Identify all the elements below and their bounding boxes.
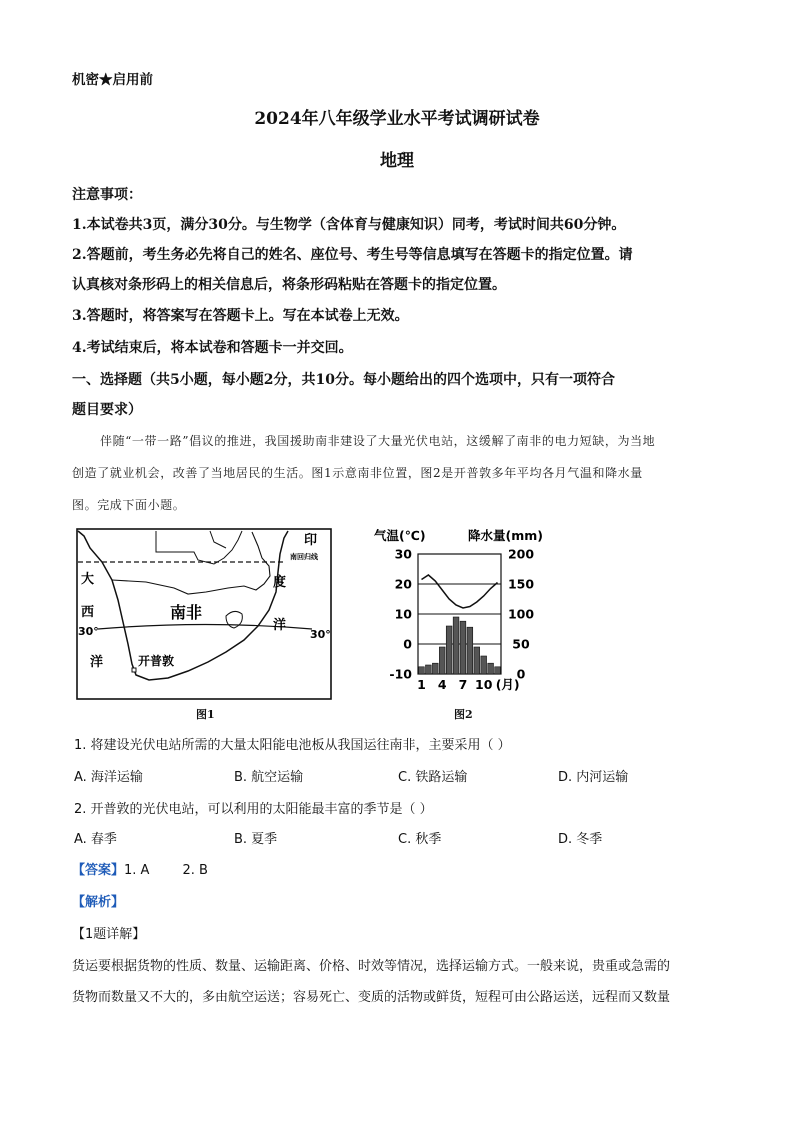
analysis-line: 货物而数量又不大的，多由航空运送；容易死亡、变质的活物或鲜货，短程可由公路运送，远程而又数量: [72, 990, 671, 1005]
figure2-caption: 图2: [454, 708, 473, 721]
analysis-subheading: 【1题详解】: [72, 927, 146, 942]
precipitation-bar: [488, 663, 494, 674]
y-right-tick-label: 50: [512, 636, 530, 652]
map-label-city: 开普敦: [138, 654, 175, 668]
precipitation-bar: [474, 647, 480, 674]
subject-title: 地理: [380, 151, 414, 171]
map-label-india: 度: [273, 575, 287, 590]
south-africa-map: [76, 528, 332, 700]
section-heading: 一、选择题（共5小题，每小题2分，共10分。每小题给出的四个选项中，只有一项符合: [72, 372, 615, 388]
confidential-mark: 机密★启用前: [72, 72, 153, 88]
precipitation-bar: [432, 663, 438, 674]
notice-item: 认真核对条形码上的相关信息后，将条形码粘贴在答题卡的指定位置。: [72, 277, 506, 293]
y-left-tick-label: -10: [389, 666, 412, 682]
answer-value: 1. A 2. B: [124, 863, 208, 878]
precipitation-bar: [426, 665, 432, 674]
option-c: C. 秋季: [398, 832, 442, 847]
map-label-atlantic: 洋: [90, 655, 104, 670]
option-c: C. 铁路运输: [398, 770, 468, 785]
precipitation-bar: [453, 617, 459, 674]
notice-heading: 注意事项：: [72, 187, 142, 203]
exam-title: 2024年八年级学业水平考试调研试卷: [254, 109, 540, 129]
y-left-tick-label: 10: [394, 606, 412, 622]
precipitation-bar: [446, 626, 452, 674]
y-left-tick-label: 30: [394, 546, 412, 562]
section-heading-cont: 题目要求）: [72, 402, 142, 418]
question-stem: 2. 开普敦的光伏电站，可以利用的太阳能最丰富的季节是（ ）: [74, 802, 433, 817]
option-b: B. 航空运输: [234, 770, 304, 785]
answer-tag: 【答案】: [72, 863, 125, 878]
y-right-tick-label: 150: [507, 576, 535, 592]
cape-town-marker: [132, 668, 136, 672]
passage-line: 伴随“一带一路”倡议的推进，我国援助南非建设了大量光伏电站，这缓解了南非的电力短缺，为当地: [100, 434, 656, 448]
precipitation-bar: [481, 656, 487, 674]
analysis-tag: 【解析】: [72, 895, 125, 910]
option-d: D. 冬季: [558, 832, 603, 847]
map-label-lat: 30°: [78, 625, 99, 638]
analysis-line: 货运要根据货物的性质、数量、运输距离、价格、时效等情况，选择运输方式。一般来说，贵重或急需的: [72, 959, 671, 974]
x-axis-unit: (月): [495, 677, 520, 692]
precipitation-bar: [419, 667, 425, 674]
figure1-caption: 图1: [196, 708, 215, 721]
chart-left-axis-title: 气温(℃): [374, 528, 426, 543]
map-label-india: 洋: [273, 618, 287, 633]
option-d: D. 内河运输: [558, 770, 629, 785]
x-tick-label: 7: [458, 677, 468, 692]
precipitation-bar: [439, 647, 445, 674]
y-right-tick-label: 200: [507, 546, 535, 562]
x-tick-label: 10: [475, 677, 493, 692]
map-label-india: 印: [304, 533, 318, 548]
y-right-tick-label: 100: [507, 606, 535, 622]
map-label-tropic: 南回归线: [290, 553, 318, 561]
x-tick-label: 4: [437, 677, 447, 692]
climate-chart: [364, 524, 543, 700]
notice-item: 1.本试卷共3页，满分30分。与生物学（含体育与健康知识）同考，考试时间共60分钟。: [72, 217, 626, 233]
notice-item: 4.考试结束后，将本试卷和答题卡一并交回。: [72, 340, 353, 356]
map-label-atlantic: 大: [81, 572, 95, 587]
y-left-tick-label: 0: [403, 636, 412, 652]
option-a: A. 春季: [74, 832, 117, 847]
option-b: B. 夏季: [234, 832, 278, 847]
y-right-tick-label: 0: [516, 666, 526, 682]
question-stem: 1. 将建设光伏电站所需的大量太阳能电池板从我国运往南非，主要采用（ ）: [74, 738, 511, 753]
passage-line: 创造了就业机会，改善了当地居民的生活。图1示意南非位置，图2是开普敦多年平均各月气温和降水量: [72, 466, 643, 480]
y-left-tick-label: 20: [394, 576, 412, 592]
x-tick-label: 1: [417, 677, 426, 692]
map-label-lat: 30°: [310, 628, 331, 641]
precipitation-bar: [467, 627, 473, 674]
chart-right-axis-title: 降水量(mm): [468, 528, 543, 543]
map-label-country: 南非: [170, 603, 203, 622]
notice-item: 3.答题时，将答案写在答题卡上。写在本试卷上无效。: [72, 308, 409, 324]
passage-line: 图。完成下面小题。: [72, 498, 186, 512]
notice-item: 2.答题前，考生务必先将自己的姓名、座位号、考生号等信息填写在答题卡的指定位置。请: [72, 247, 633, 263]
precipitation-bar: [460, 621, 466, 674]
precipitation-bar: [495, 667, 501, 674]
option-a: A. 海洋运输: [74, 770, 143, 785]
answer-row: [72, 859, 208, 878]
map-label-atlantic: 西: [81, 605, 95, 620]
